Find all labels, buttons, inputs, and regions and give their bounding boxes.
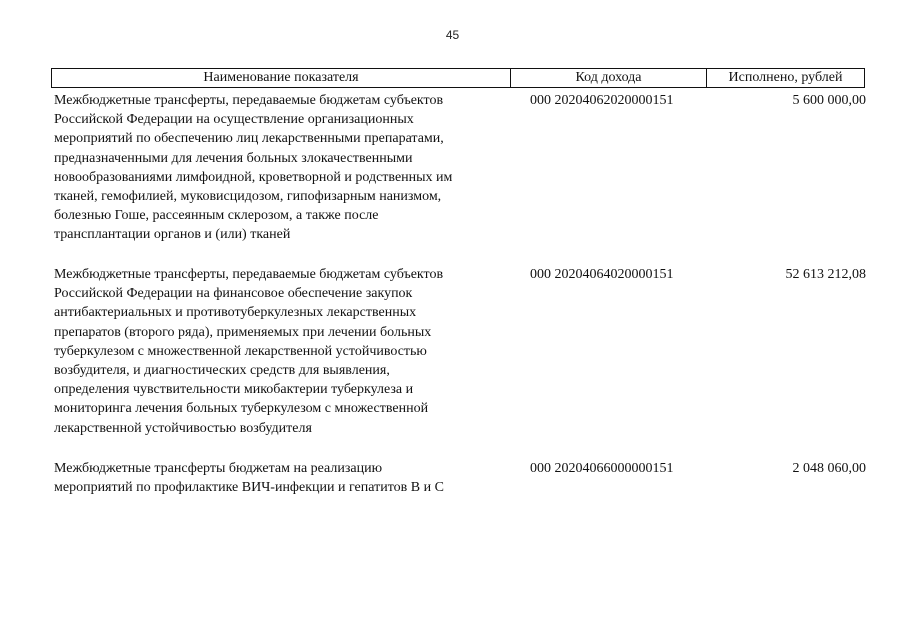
row-name: Межбюджетные трансферты, передаваемые бюджетам субъектов Российской Федерации на финансовое обеспечение закупок антибактериальных и противотуберкулезных лекарственных препаратов (второго ряда), применяемых при лечении больных туберкулезом с множественной лекарственной устойчивостью возбудителя, и диагностических средств для выявления, определения чувствительности микобактерии туберкулеза и мониторинга лечения больных туберкулезом с множественной лекарственной устойчивостью возбудителя (54, 267, 444, 436)
table-header (51, 68, 865, 88)
header-code: Код дохода (511, 69, 707, 87)
row-amount: 5 600 000,00 (792, 93, 866, 108)
row-code: 000 20204066000000151 (530, 461, 674, 476)
header-name: Наименование показателя (52, 69, 511, 87)
header-amount: Исполнено, рублей (728, 70, 843, 85)
row-amount: 52 613 212,08 (785, 267, 866, 282)
row-name: Межбюджетные трансферты бюджетам на реализацию мероприятий по профилактике ВИЧ-инфекции и гепатитов В и С (54, 461, 444, 496)
row-amount: 2 048 060,00 (792, 461, 866, 476)
row-code: 000 20204062020000151 (530, 93, 674, 108)
row-code: 000 20204064020000151 (530, 267, 674, 282)
row-name: Межбюджетные трансферты, передаваемые бюджетам субъектов Российской Федерации на осуществление организационных мероприятий по обеспечению лиц лекарственными препаратами, предназначенными для лечения больных злокачественными новообразованиями лимфоидной, кроветворной и родственных им тканей, гемофилией, муковисцидозом, гипофизарным нанизмом, болезнью Гоше, рассеянным склерозом, а также после трансплантации органов и (или) тканей (54, 93, 453, 243)
page-number: 45 (445, 28, 460, 42)
